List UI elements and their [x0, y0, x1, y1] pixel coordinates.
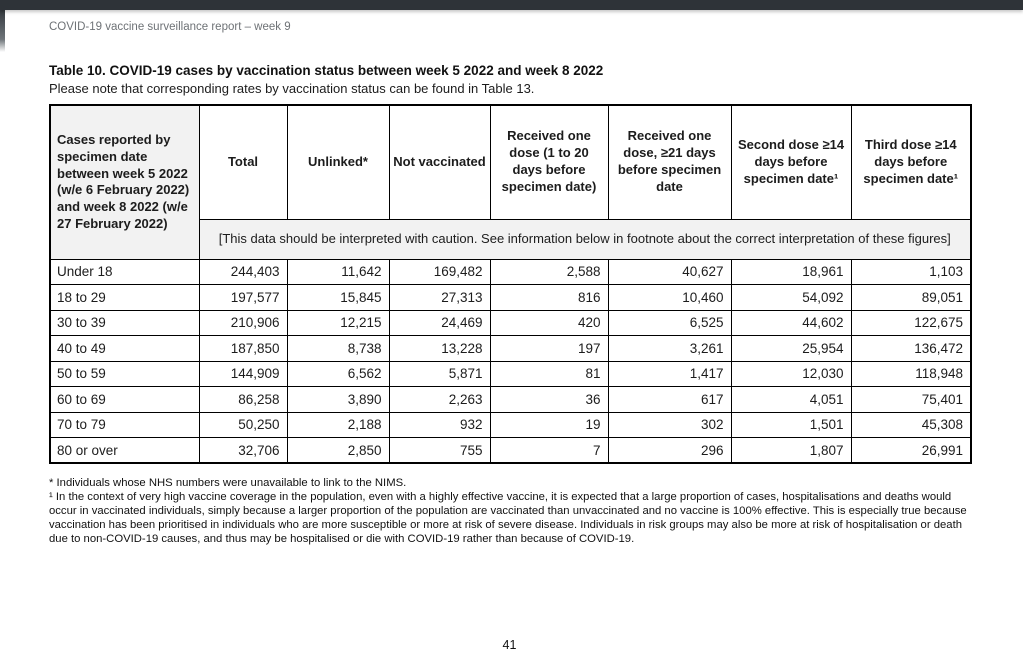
value-cell: 816 — [490, 285, 608, 311]
value-cell: 2,588 — [490, 259, 608, 285]
column-header: Second dose ≥14 days before specimen date¹ — [731, 105, 851, 219]
header-row — [50, 105, 971, 219]
table-row — [50, 336, 971, 362]
value-cell: 144,909 — [199, 361, 287, 387]
column-header: Total — [199, 105, 287, 219]
report-header: COVID-19 vaccine surveillance report – week 9 — [49, 21, 291, 33]
value-cell: 12,030 — [731, 361, 851, 387]
table-row — [50, 412, 971, 438]
page-number: 41 — [502, 638, 517, 652]
value-cell: 26,991 — [851, 438, 971, 464]
value-cell: 755 — [389, 438, 490, 464]
value-cell: 2,188 — [287, 412, 389, 438]
table-row — [50, 285, 971, 311]
value-cell: 10,460 — [608, 285, 731, 311]
value-cell: 24,469 — [389, 310, 490, 336]
value-cell: 54,092 — [731, 285, 851, 311]
value-cell: 302 — [608, 412, 731, 438]
age-group-label: 70 to 79 — [50, 412, 199, 438]
value-cell: 2,850 — [287, 438, 389, 464]
value-cell: 32,706 — [199, 438, 287, 464]
value-cell: 296 — [608, 438, 731, 464]
value-cell: 8,738 — [287, 336, 389, 362]
value-cell: 210,906 — [199, 310, 287, 336]
value-cell: 197,577 — [199, 285, 287, 311]
page-edge-shadow — [0, 10, 5, 52]
value-cell: 27,313 — [389, 285, 490, 311]
table-row — [50, 387, 971, 413]
age-group-label: 80 or over — [50, 438, 199, 464]
value-cell: 13,228 — [389, 336, 490, 362]
cases-by-vaccination-status-table — [49, 104, 972, 464]
value-cell: 1,807 — [731, 438, 851, 464]
table-row — [50, 310, 971, 336]
value-cell: 86,258 — [199, 387, 287, 413]
value-cell: 75,401 — [851, 387, 971, 413]
table-body — [50, 259, 971, 463]
value-cell: 7 — [490, 438, 608, 464]
value-cell: 4,051 — [731, 387, 851, 413]
value-cell: 3,890 — [287, 387, 389, 413]
column-header: Received one dose (1 to 20 days before specimen date) — [490, 105, 608, 219]
value-cell: 932 — [389, 412, 490, 438]
value-cell: 5,871 — [389, 361, 490, 387]
value-cell: 44,602 — [731, 310, 851, 336]
value-cell: 244,403 — [199, 259, 287, 285]
value-cell: 1,103 — [851, 259, 971, 285]
footnote-asterisk: * Individuals whose NHS numbers were unavailable to link to the NIMS. — [49, 477, 407, 489]
value-cell: 617 — [608, 387, 731, 413]
value-cell: 50,250 — [199, 412, 287, 438]
value-cell: 18,961 — [731, 259, 851, 285]
value-cell: 19 — [490, 412, 608, 438]
column-header: Third dose ≥14 days before specimen date¹ — [851, 105, 971, 219]
table-row — [50, 361, 971, 387]
footnotes — [49, 476, 970, 546]
row-header-cell: Cases reported by specimen date between week 5 2022 (w/e 6 February 2022) and week 8 2022 (w/e 27 February 2022) — [50, 105, 199, 259]
table-title: Table 10. COVID-19 cases by vaccination status between week 5 2022 and week 8 2022 — [49, 63, 604, 78]
column-header: Received one dose, ≥21 days before specimen date — [608, 105, 731, 219]
value-cell: 25,954 — [731, 336, 851, 362]
value-cell: 45,308 — [851, 412, 971, 438]
viewer-top-bar — [0, 0, 1023, 10]
caution-note: [This data should be interpreted with caution. See information below in footnote about the correct interpretation of these figures] — [199, 219, 971, 259]
value-cell: 6,525 — [608, 310, 731, 336]
value-cell: 36 — [490, 387, 608, 413]
footnote-one: ¹ In the context of very high vaccine coverage in the population, even with a highly effective vaccine, it is expected that a large proportion of cases, hospitalisations and deaths would occur in vaccinated individuals, simply because a larger proportion of the population are vaccinated than unvaccinated and no vaccine is 100% effective. This is especially true because vaccination has been prioritised in individuals who are more susceptible or more at risk of severe disease. Individuals in risk groups may also be more at risk of hospitalisation or death due to non-COVID-19 causes, and thus may be hospitalised or die with COVID-19 rather than because of COVID-19. — [49, 491, 967, 545]
value-cell: 118,948 — [851, 361, 971, 387]
age-group-label: 60 to 69 — [50, 387, 199, 413]
value-cell: 12,215 — [287, 310, 389, 336]
value-cell: 1,417 — [608, 361, 731, 387]
table-subtitle: Please note that corresponding rates by vaccination status can be found in Table 13. — [49, 81, 535, 96]
value-cell: 40,627 — [608, 259, 731, 285]
value-cell: 122,675 — [851, 310, 971, 336]
age-group-label: 50 to 59 — [50, 361, 199, 387]
value-cell: 197 — [490, 336, 608, 362]
value-cell: 81 — [490, 361, 608, 387]
column-header: Not vaccinated — [389, 105, 490, 219]
value-cell: 136,472 — [851, 336, 971, 362]
value-cell: 11,642 — [287, 259, 389, 285]
value-cell: 3,261 — [608, 336, 731, 362]
value-cell: 1,501 — [731, 412, 851, 438]
value-cell: 169,482 — [389, 259, 490, 285]
age-group-label: 30 to 39 — [50, 310, 199, 336]
value-cell: 187,850 — [199, 336, 287, 362]
age-group-label: 18 to 29 — [50, 285, 199, 311]
table-row — [50, 438, 971, 464]
age-group-label: 40 to 49 — [50, 336, 199, 362]
value-cell: 15,845 — [287, 285, 389, 311]
value-cell: 89,051 — [851, 285, 971, 311]
table-row — [50, 259, 971, 285]
age-group-label: Under 18 — [50, 259, 199, 285]
column-header: Unlinked* — [287, 105, 389, 219]
value-cell: 6,562 — [287, 361, 389, 387]
value-cell: 420 — [490, 310, 608, 336]
value-cell: 2,263 — [389, 387, 490, 413]
